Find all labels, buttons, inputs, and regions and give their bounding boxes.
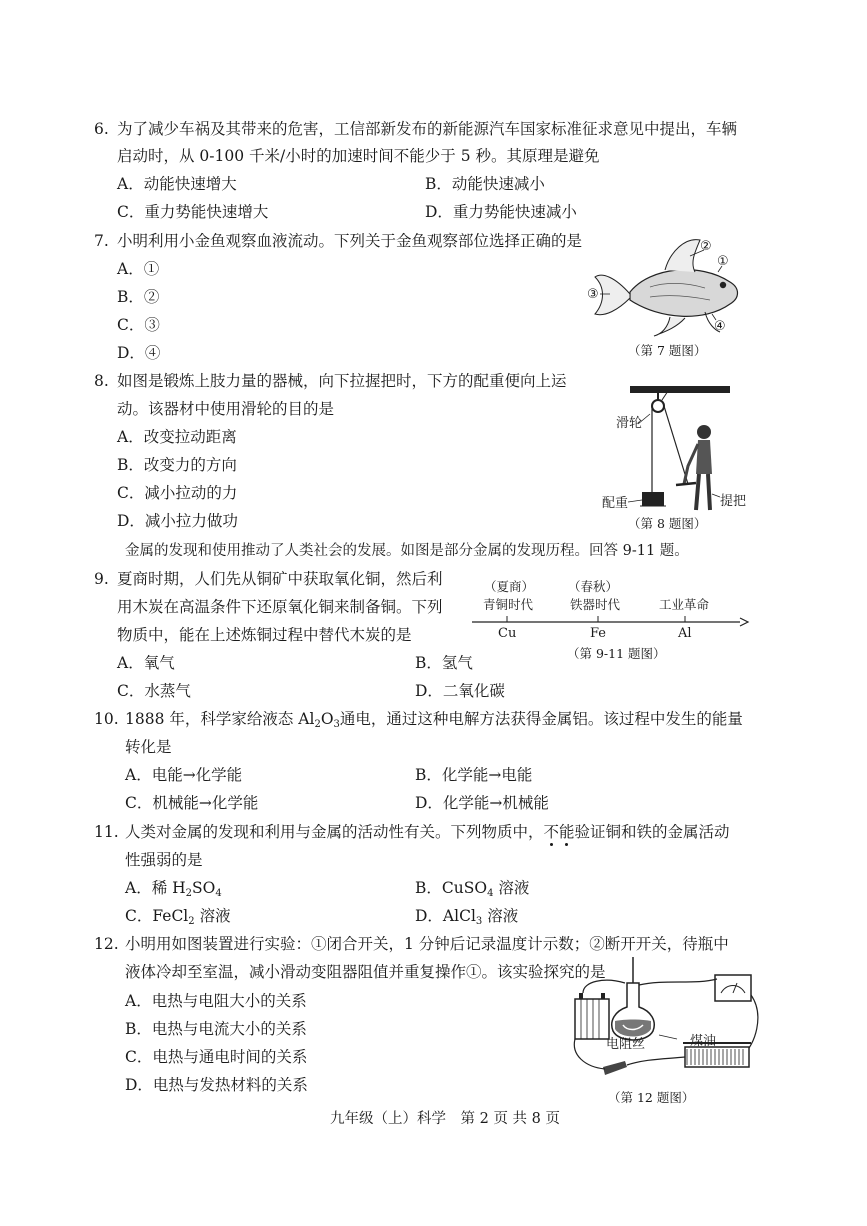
q8-stem-line1: 如图是锻炼上肢力量的器械，向下拉握把时，下方的配重便向上运 xyxy=(117,372,567,390)
q9-option-d: D．二氧化碳 xyxy=(415,682,505,700)
q11-stem-line2: 性强弱的是 xyxy=(125,851,203,869)
timeline-era-chunqiu: （春秋） xyxy=(568,579,619,594)
q11-option-d: D．AlCl$_3$ 溶液 xyxy=(415,907,519,927)
timeline-bronze-age: 青铜时代 xyxy=(483,597,534,612)
q9-stem-line1: 夏商时期，人们先从铜矿中获取氧化铜，然后利 xyxy=(117,570,443,588)
circuit-apparatus-figure xyxy=(565,955,765,1090)
q11-option-c: C．FeCl$_2$ 溶液 xyxy=(125,907,231,927)
q9-option-b: B．氢气 xyxy=(415,654,473,672)
q8-option-c: C．减小拉动的力 xyxy=(117,484,238,502)
q11-number: 11. xyxy=(94,823,119,841)
timeline-metal-al: Al xyxy=(678,626,692,641)
fish-label-4: ④ xyxy=(714,319,726,334)
q6-option-b: B．动能快速减小 xyxy=(425,175,545,193)
q10-option-a: A．电能→化学能 xyxy=(125,766,243,784)
q7-figure-caption: （第 7 题图） xyxy=(628,343,707,358)
fish-label-3: ③ xyxy=(587,287,599,302)
resistance-wire-label: 电阻丝 xyxy=(606,1037,646,1052)
q9-option-a: A．氧气 xyxy=(117,654,175,672)
fish-label-1: ① xyxy=(717,254,729,269)
q11-option-b: B．CuSO$_4$ 溶液 xyxy=(415,879,530,899)
q6-option-d: D．重力势能快速减小 xyxy=(425,203,577,221)
timeline-era-xia-shang: （夏商） xyxy=(484,579,535,594)
q11-stem-line1: 人类对金属的发现和利用与金属的活动性有关。下列物质中，不能验证铜和铁的金属活动 xyxy=(125,823,730,841)
q8-option-a: A．改变拉动距离 xyxy=(117,428,237,446)
page-footer: 九年级（上）科学 第 2 页 共 8 页 xyxy=(330,1111,560,1127)
q12-option-d: D．电热与发热材料的关系 xyxy=(125,1076,308,1094)
q6-option-a: A．动能快速增大 xyxy=(117,175,237,193)
kerosene-label: 煤油 xyxy=(690,1034,717,1049)
q7-number: 7. xyxy=(94,232,109,250)
handle-label: 提把 xyxy=(720,494,747,509)
pulley-machine-figure xyxy=(600,384,740,514)
q8-option-d: D．减小拉力做功 xyxy=(117,512,238,530)
q11-option-a: A．稀 $H_2SO_4$ xyxy=(125,879,222,899)
q8-figure-caption: （第 8 题图） xyxy=(628,516,707,531)
q7-option-b: B．② xyxy=(117,288,160,306)
goldfish-figure xyxy=(587,232,750,337)
q7-option-c: C．③ xyxy=(117,316,160,334)
q8-option-b: B．改变力的方向 xyxy=(117,456,237,474)
timeline-iron-age: 铁器时代 xyxy=(570,597,621,612)
q9-stem-line2: 用木炭在高温条件下还原氧化铜来制备铜。下列 xyxy=(117,598,443,616)
timeline-industrial-revolution: 工业革命 xyxy=(659,597,710,612)
q12-option-a: A．电热与电阻大小的关系 xyxy=(125,992,307,1010)
q12-stem-line1: 小明用如图装置进行实验：①闭合开关，1 分钟后记录温度计示数；②断开开关，待瓶中 xyxy=(125,935,729,953)
q6-stem-line2: 启动时，从 0-100 千米/小时的加速时间不能少于 5 秒。其原理是避免 xyxy=(117,147,600,165)
q12-stem-line2: 液体冷却至室温，减小滑动变阻器阻值并重复操作①。该实验探究的是 xyxy=(125,963,606,981)
pulley-label: 滑轮 xyxy=(616,416,643,431)
fish-label-2: ② xyxy=(700,239,712,254)
emphasis-bu: 不 xyxy=(543,823,560,841)
q7-stem: 小明利用小金鱼观察血液流动。下列关于金鱼观察部位选择正确的是 xyxy=(117,232,583,250)
emphasis-neng: 能 xyxy=(559,823,575,841)
q10-number: 10. xyxy=(94,710,119,728)
q8-number: 8. xyxy=(94,372,109,390)
q6-number: 6. xyxy=(94,120,109,138)
q10-option-c: C．机械能→化学能 xyxy=(125,794,259,812)
q12-option-b: B．电热与电流大小的关系 xyxy=(125,1020,307,1038)
q7-option-a: A．① xyxy=(117,260,160,278)
q10-stem-line2: 转化是 xyxy=(125,738,172,756)
q12-option-c: C．电热与通电时间的关系 xyxy=(125,1048,308,1066)
q6-stem-line1: 为了减少车祸及其带来的危害，工信部新发布的新能源汽车国家标准征求意见中提出，车辆 xyxy=(117,120,738,138)
q9-stem-line3: 物质中，能在上述炼铜过程中替代木炭的是 xyxy=(117,626,412,644)
timeline-metal-cu: Cu xyxy=(498,626,517,641)
q10-option-b: B．化学能→电能 xyxy=(415,766,533,784)
q10-stem-line1: 1888 年，科学家给液态 $Al_2O_3$通电，通过这种电解方法获得金属铝。该过程中发生的能量 xyxy=(125,710,743,730)
q8-stem-line2: 动。该器材中使用滑轮的目的是 xyxy=(117,400,335,418)
q6-option-c: C．重力势能快速增大 xyxy=(117,203,269,221)
q9-number: 9. xyxy=(94,570,109,588)
q7-option-d: D．④ xyxy=(117,344,161,362)
q12-figure-caption: （第 12 题图） xyxy=(608,1090,695,1105)
q9-11-figure-caption: （第 9-11 题图） xyxy=(567,646,666,661)
q9-option-c: C．水蒸气 xyxy=(117,682,191,700)
timeline-metal-fe: Fe xyxy=(590,626,607,641)
q12-number: 12. xyxy=(94,935,119,953)
counterweight-label: 配重 xyxy=(602,496,629,511)
q9-11-intro: 金属的发现和使用推动了人类社会的发展。如图是部分金属的发现历程。回答 9-11 题。 xyxy=(125,543,689,559)
q10-option-d: D．化学能→机械能 xyxy=(415,794,549,812)
